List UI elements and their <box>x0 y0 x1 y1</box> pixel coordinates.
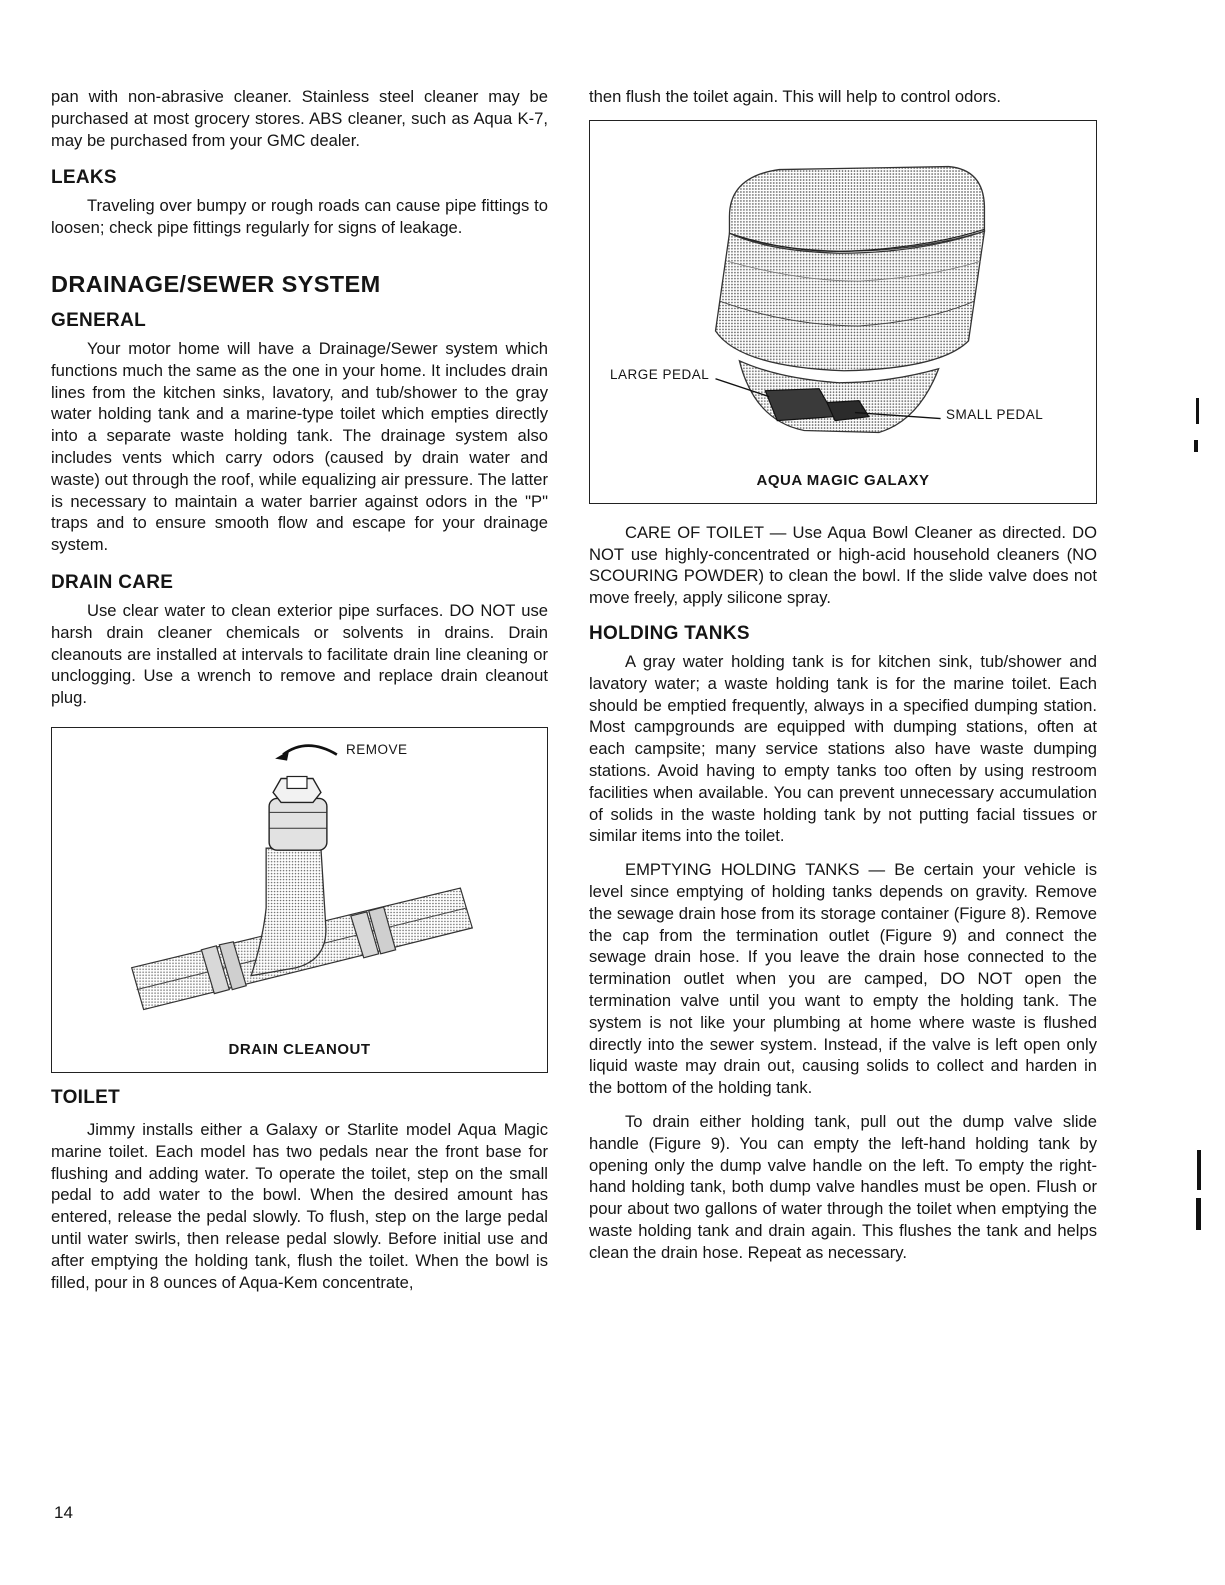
large-pedal-callout: LARGE PEDAL <box>610 366 710 382</box>
scan-edge-mark <box>1194 440 1198 452</box>
leaks-heading: LEAKS <box>51 167 117 189</box>
small-pedal-callout: SMALL PEDAL <box>946 406 1044 422</box>
scan-edge-mark <box>1196 398 1199 424</box>
general-heading: GENERAL <box>51 309 146 331</box>
section-title: DRAINAGE/SEWER SYSTEM <box>51 270 381 297</box>
aqua-magic-galaxy-caption: AQUA MAGIC GALAXY <box>756 471 930 489</box>
aqua-magic-galaxy-figure <box>589 120 1097 504</box>
left-column <box>51 86 548 1293</box>
page-number: 14 <box>54 1503 73 1522</box>
drain-cleanout-figure <box>51 727 548 1073</box>
drain-care-paragraph: Use clear water to clean exterior pipe surfaces. DO NOT use harsh drain cleaner chemicals or solvents in drains. Drain cleanouts are installed at intervals to facilitate drain line cleaning or unclogging. Use a wrench to remove and replace drain cleanout plug. <box>51 600 548 708</box>
scan-edge-mark <box>1197 1150 1201 1190</box>
right-column <box>589 86 1097 1264</box>
toilet-illustration <box>590 121 1096 503</box>
intro-paragraph: pan with non-abrasive cleaner. Stainless steel cleaner may be purchased at most grocery stores. ABS cleaner, such as Aqua K-7, may be purchased from your GMC dealer. <box>51 87 548 150</box>
general-paragraph: Your motor home will have a Drainage/Sewer system which functions much the same as the one in your home. It includes drain lines from the kitchen sinks, lavatory, and tub/shower to the gray water holding tank and a marine-type toilet which empties directly into a separate waste holding tank. The drainage system also includes vents which carry odors (caused by drain water and waste) out through the roof, while equalizing air pressure. The latter is necessary to maintain a water barrier against odors in the "P" traps and to ensure smooth flow and escape for your drainage system. <box>51 338 548 555</box>
drain-cleanout-illustration <box>52 728 547 1072</box>
toilet-paragraph: Jimmy installs either a Galaxy or Starlite model Aqua Magic marine toilet. Each model has two pedals near the front base for flushing and adding water. To operate the toilet, step on the small pedal to add water to the bowl. When the desired amount has entered, release the pedal slowly. To flush, step on the large pedal until water swirls, then release pedal slowly. Before initial use and after emptying the holding tank, flush the toilet. When the bowl is filled, pour in 8 ounces of Aqua-Kem concentrate, <box>51 1119 548 1292</box>
emptying-holding-tanks-paragraph: EMPTYING HOLDING TANKS — Be certain your vehicle is level since emptying of holding tanks depends on gravity. Remove the sewage drain hose from its storage container (Figure 8). Remove the cap from the termination outlet (Figure 9) and connect the sewage drain hose. If you leave the drain hose connected to the termination outlet when you are camped, DO NOT open the termination valve until you want to empty the holding tank. The system is not like your plumbing at home where waste is flushed directly into the sewer system. Instead, if the valve is left open only liquid waste may drain out, causing solids to collect and harden in the bottom of the holding tank. <box>589 860 1097 1098</box>
leaks-paragraph: Traveling over bumpy or rough roads can cause pipe fittings to loosen; check pipe fittings regularly for signs of leakage. <box>51 196 548 238</box>
drain-care-heading: DRAIN CARE <box>51 571 174 593</box>
holding-tanks-heading: HOLDING TANKS <box>589 622 750 644</box>
holding-tanks-paragraph: A gray water holding tank is for kitchen sink, tub/shower and lavatory water; a waste holding tank is for the marine toilet. Each should be emptied frequently, always in a specified dumping station. Most campgrounds are equipped with dumping stations, often at each campsite; many service stations also have waste dumping stations. Avoid having to empty tanks too often by using restroom facilities when available. You can prevent unnecessary accumulation of solids in the waste holding tank by not putting facial tissues or similar items into the toilet. <box>589 651 1097 846</box>
drain-holding-tank-paragraph: To drain either holding tank, pull out the dump valve slide handle (Figure 9). You can empty the left-hand holding tank by opening only the dump valve handle on the left. To empty the right-hand holding tank, both dump valve handles must be open. Flush or pour about two gallons of water through the toilet when emptying the waste holding tank and drain again. This flushes the tank and helps clean the drain hose. Repeat as necessary. <box>589 1111 1097 1262</box>
care-of-toilet-paragraph: CARE OF TOILET — Use Aqua Bowl Cleaner as directed. DO NOT use highly-concentrated or high-acid household cleaners (NO SCOURING POWDER) to clean the bowl. If the slide valve does not move freely, apply silicone spray. <box>589 522 1097 608</box>
continuation-paragraph: then flush the toilet again. This will help to control odors. <box>589 87 1002 106</box>
toilet-heading: TOILET <box>51 1086 121 1108</box>
remove-callout: REMOVE <box>346 741 408 757</box>
drain-cleanout-caption: DRAIN CLEANOUT <box>228 1040 371 1058</box>
scan-edge-mark <box>1196 1198 1201 1230</box>
